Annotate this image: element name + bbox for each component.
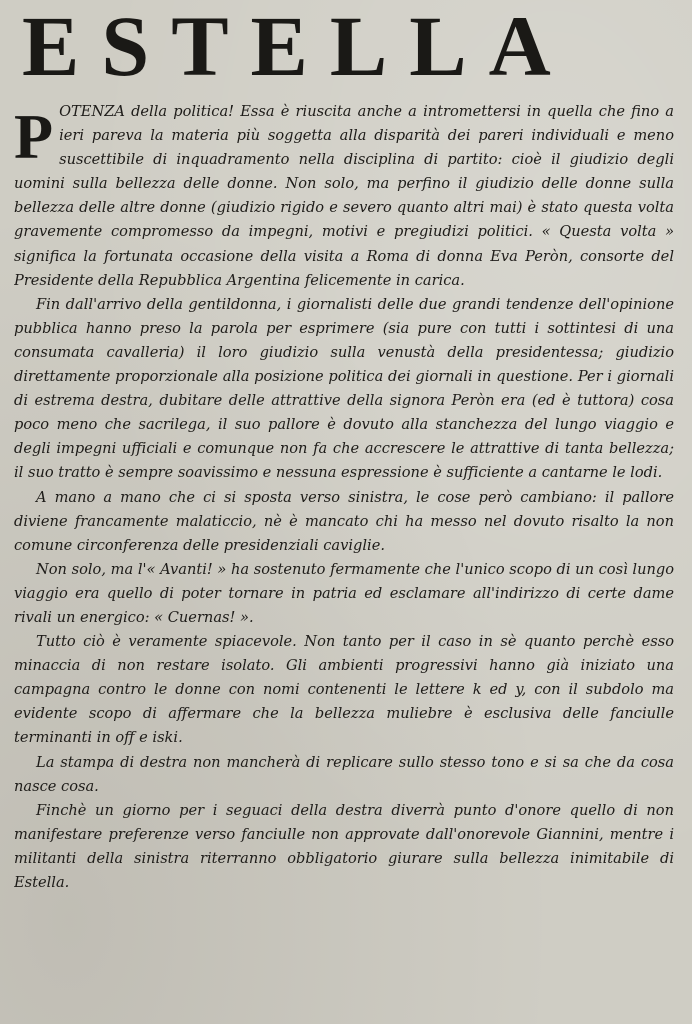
article-paragraph-2: Fin dall'arrivo della gentildonna, i giornalisti delle due grandi tendenze dell'opinione pubblica hanno preso la parola per esprimere (sia pure con tutti i sottintesi di una consumata cavalleria) il loro giudizio sulla venustà della presidentessa; giudizio direttamente proporzionale alla posizione politica dei giornali in questione. Per i giornali di estrema destra, dubitare delle attrattive della signora Peròn era (ed è tuttora) cosa poco meno che sacrilega, il suo pallore è dovuto alla stanchezza del lungo viaggio e degli impegni ufficiali e comunque non fa che accrescere le attrattive di tanta bellezza; il suo tratto è sempre soavissimo e nessuna espressione è sufficiente a cantarne le lodi. xyxy=(14,295,674,482)
drop-cap: P xyxy=(14,101,54,172)
article-body xyxy=(14,100,674,1020)
article-paragraph-6: La stampa di destra non mancherà di replicare sullo stesso tono e si sa che da cosa nasce cosa. xyxy=(14,753,674,795)
article-title: ESTELLA xyxy=(22,0,573,92)
article-paragraph-3: A mano a mano che ci si sposta verso sinistra, le cose però cambiano: il pallore diviene francamente malaticcio, nè è mancato chi ha messo nel dovuto risalto la non comune circonferenza delle presidenziali caviglie. xyxy=(14,488,674,554)
article-paragraph-4: Non solo, ma l'« Avanti! » ha sostenuto fermamente che l'unico scopo di un così lungo viaggio era quello di poter tornare in patria ed esclamare all'indirizzo di certe dame rivali un energico: « Cuernas! ». xyxy=(14,560,674,626)
paragraph-1-text: OTENZA della politica! Essa è riuscita anche a intromettersi in quella che fino a ieri pareva la materia più soggetta alla disparità dei pareri individuali e meno suscettibile di inquadramento nella disciplina di partito: cioè il giudizio degli uomini sulla bellezza delle donne. Non solo, ma perfino il giudizio delle donne sulla bellezza delle altre donne (giudizio rigido e severo quanto altri mai) è stato questa volta gravemente compromesso da impegni, motivi e pregiudizi politici. « Questa volta » significa la fortunata occasione della visita a Roma di donna Eva Peròn, consorte del Presidente della Repubblica Argentina felicemente in carica. xyxy=(14,103,674,289)
article-paragraph-1 xyxy=(14,100,674,293)
article-paragraph-7: Finchè un giorno per i seguaci della destra diverrà punto d'onore quello di non manifestare preferenze verso fanciulle non approvate dall'onorevole Giannini, mentre i militanti della sinistra riterranno obbligatorio giurare sulla bellezza inimitabile di Estella. xyxy=(14,801,674,891)
article-paragraph-5: Tutto ciò è veramente spiacevole. Non tanto per il caso in sè quanto perchè esso minaccia di non restare isolato. Gli ambienti progressivi hanno già iniziato una campagna contro le donne con nomi contenenti le lettere k ed y, con il subdolo ma evidente scopo di affermare che la bellezza muliebre è esclusiva delle fanciulle terminanti in off e iski. xyxy=(14,633,674,747)
